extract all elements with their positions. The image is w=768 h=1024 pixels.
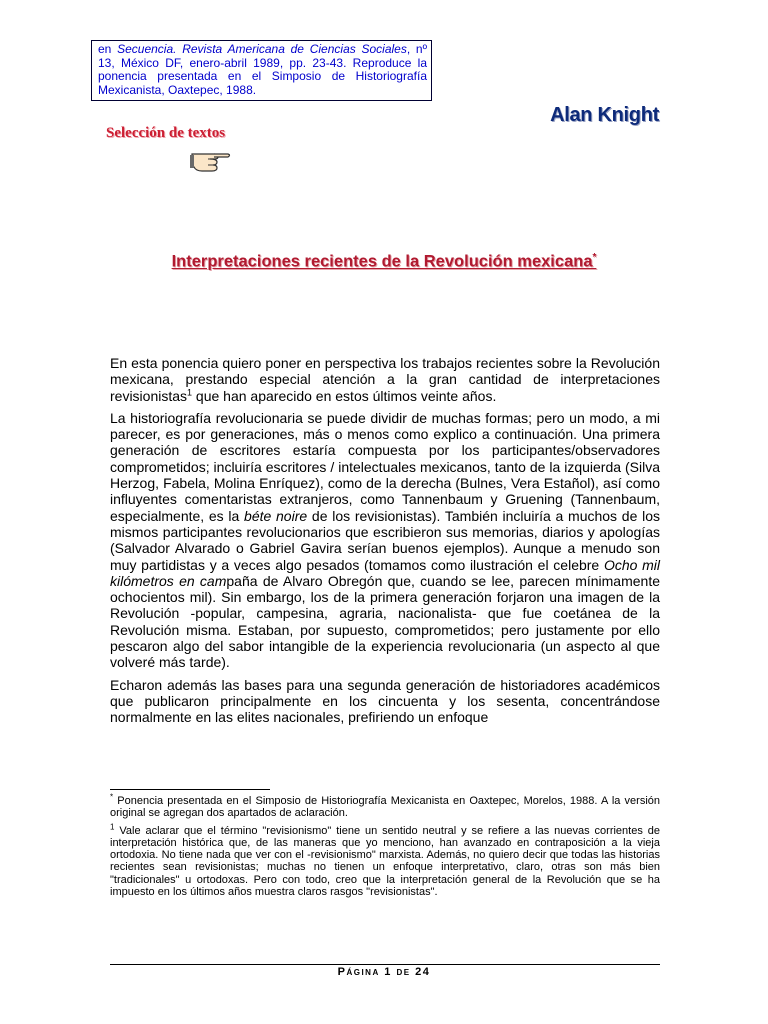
paragraph-2 (110, 410, 660, 671)
footnote-2-text: Vale aclarar que el término "revisionismo" tiene un sentido neutral y se refiere a las nuevas corrientes de interpretación histórica que, de las maneras que yo menciono, han avanzado en contraposición a la vieja ortodoxia. No tiene nada que ver con el -revisionismo" marxista. Además, no quiero decir que todas las historias recientes sean revisionistas; muchas no tienen un enfoque interpretativo, claro, otras son más bien "tradicionales" u ortodoxas. Pero con todo, creo que la interpretación general de la Revolución que se ha impuesto en los últimos años muestra claros rasgos "revisionistas". (110, 824, 660, 899)
citation-details: , nº 13, México DF, enero-abril 1989, pp. 23-43. Reproduce la ponencia presentada en el Simposio de Historiografía Mexicanista, Oaxtepec, 1988. (98, 42, 427, 97)
document-title (0, 252, 768, 272)
paragraph-2-text-c: paña de Alvaro Obregón que, cuando se lee, parecen mínimamente ochocientos mil). Sin embargo, los de la primera generación forjaron una imagen de la Revolución -popular, campesina, agraria, nacionalista- que fue coetánea de la Revolución misma. Estaban, por supuesto, comprometidos; pero justamente por ello pescaron algo del sabor intangible de la experiencia revolucionaria (un aspecto al que volveré más tarde). (110, 572, 660, 671)
paragraph-1-text-a: En esta ponencia quiero poner en perspectiva los trabajos recientes sobre la Revolución mexicana, prestando especial atención a la gran cantidad de interpretaciones revisionistas (110, 355, 660, 404)
footnote-1-mark: * (110, 792, 114, 802)
paragraph-2-text-b: de los revisionistas). También incluiría a muchos de los mismos participantes revolucionarios que escribieron sus memorias, diarios y apologías (Salvador Alvarado o Gabriel Gavira serían buenos ejemplos). Aunque a menudo son muy partidistas y a veces algo pesados (tomamos como ilustración el celebre (110, 507, 660, 573)
paragraph-2-text-a: La historiografía revolucionaria se puede dividir de muchas formas; pero un modo, a mi parecer, es por generaciones, más o menos como explico a continuación. Una primera generación de escritores estaría compuesta por los participantes/observadores comprometidos; incluiría escritores / intelectuales mexicanos, tanto de la izquierda (Silva Herzog, Fabela, Molina Enríquez), como de la derecha (Bulnes, Vera Estañol), así como influyentes comentaristas extranjeros, como Tannenbaum y Gruening (Tannenbaum, especialmente, es la (110, 409, 660, 524)
paragraph-1-text-b: que han aparecido en estos últimos veinte años. (192, 387, 497, 404)
footnote-divider (110, 789, 270, 790)
footer-divider (110, 964, 660, 965)
footnotes (110, 789, 660, 903)
paragraph-2-emphasis-2: Ocho mil kilómetros en cam (110, 556, 660, 589)
paragraph-2-emphasis-1: béte noire (244, 507, 308, 524)
footnote-2 (110, 821, 660, 899)
paragraph-1 (110, 355, 660, 404)
title-footnote-mark[interactable]: * (592, 252, 597, 263)
pointing-hand-icon[interactable] (190, 145, 236, 175)
page-number: Página 1 de 24 (337, 966, 431, 978)
citation-box (91, 40, 432, 101)
body-text (110, 355, 660, 732)
footnote-ref-1[interactable]: 1 (187, 386, 193, 397)
footnote-1-text: Ponencia presentada en el Simposio de Historiografía Mexicanista en Oaxtepec, Morelos, 1988. A la versión original se agregan dos apartados de aclaración. (110, 795, 660, 820)
footnote-1 (110, 792, 660, 820)
selection-link[interactable]: Selección de textos (106, 125, 226, 141)
author-name: Alan Knight (550, 104, 659, 126)
citation-journal: Secuencia. Revista Americana de Ciencias Sociales (117, 42, 407, 56)
footnote-2-mark: 1 (110, 821, 115, 831)
paragraph-3: Echaron además las bases para una segunda generación de historiadores académicos que publicaron principalmente en los cincuenta y los sesenta, concentrándose normalmente en las elites nacionales, prefiriendo un enfoque (110, 676, 660, 726)
citation-prefix: en (98, 42, 118, 56)
title-text: Interpretaciones recientes de la Revolución mexicana (171, 252, 593, 271)
